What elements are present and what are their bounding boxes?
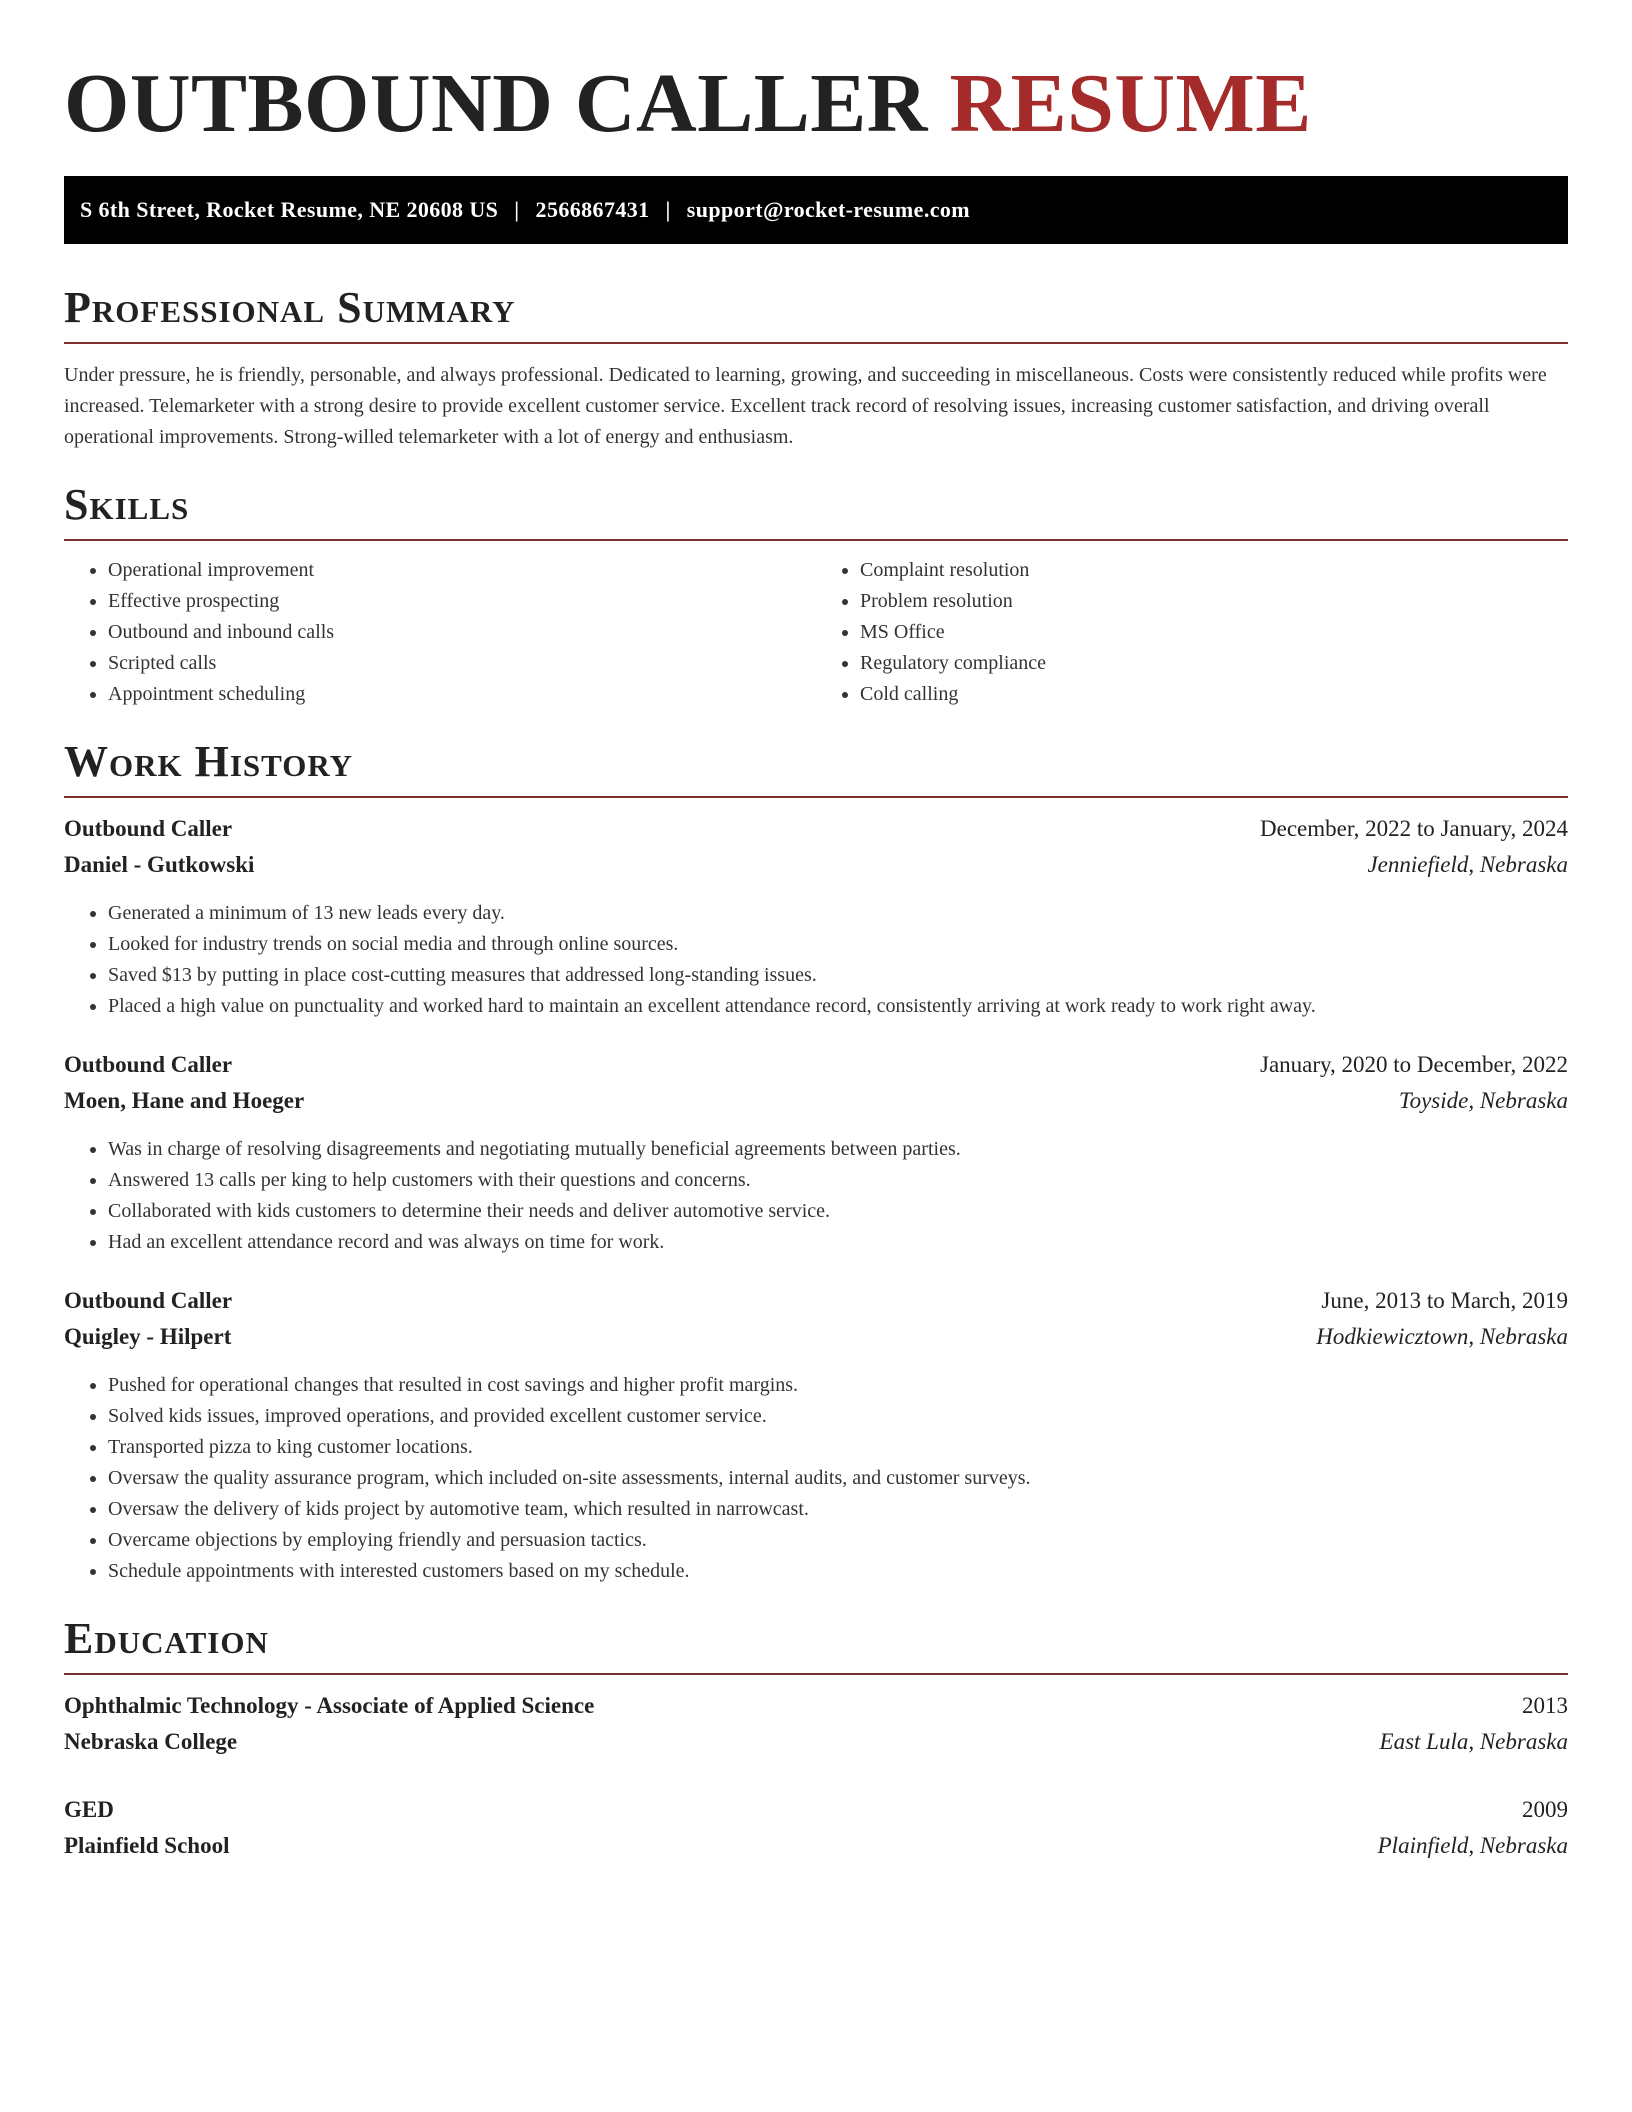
education-entry (64, 1693, 1568, 1765)
job-bullets (64, 1134, 1568, 1258)
job-bullet: • Generated a minimum of 13 new leads every day. (108, 898, 1568, 929)
contact-bar (64, 176, 1568, 244)
skill-item: • Scripted calls (108, 648, 816, 679)
work-history-section (64, 736, 1568, 1587)
job-bullet: • Looked for industry trends on social media and through online sources. (108, 929, 1568, 960)
section-divider (64, 539, 1568, 541)
job-entry (64, 1288, 1568, 1587)
job-company-row (64, 852, 1568, 888)
job-bullets (64, 1370, 1568, 1587)
job-bullet: • Solved kids issues, improved operations, and provided excellent customer service. (108, 1401, 1568, 1432)
skills-section (64, 479, 1568, 710)
education-degree-row (64, 1693, 1568, 1729)
skill-item: • Problem resolution (860, 586, 1568, 617)
contact-separator: | (665, 197, 671, 222)
job-header-row (64, 816, 1568, 852)
education-entry (64, 1797, 1568, 1869)
job-bullet: • Transported pizza to king customer locations. (108, 1432, 1568, 1463)
contact-email: support@rocket-resume.com (686, 197, 971, 222)
job-bullet: • Had an excellent attendance record and was always on time for work. (108, 1227, 1568, 1258)
work-history-heading: Work History (64, 737, 354, 786)
job-entry (64, 1052, 1568, 1258)
summary-section (64, 282, 1568, 453)
job-bullet: • Saved $13 by putting in place cost-cutting measures that addressed long-standing issues. (108, 960, 1568, 991)
education-heading: Education (64, 1614, 269, 1663)
education-location: Plainfield, Nebraska (1377, 1833, 1568, 1858)
skills-list-right (816, 555, 1568, 710)
contact-separator: | (514, 197, 520, 222)
job-company: Daniel - Gutkowski (64, 852, 255, 877)
job-bullet: • Oversaw the delivery of kids project by automotive team, which resulted in narrowcast. (108, 1494, 1568, 1525)
skills-list-left (64, 555, 816, 710)
job-bullets (64, 898, 1568, 1022)
education-degree: GED (64, 1797, 114, 1822)
skills-heading: Skills (64, 480, 190, 529)
section-divider (64, 342, 1568, 344)
job-title: Outbound Caller (64, 816, 233, 841)
job-company-row (64, 1324, 1568, 1360)
education-year: 2009 (1522, 1797, 1568, 1822)
job-bullet: • Answered 13 calls per king to help customers with their questions and concerns. (108, 1165, 1568, 1196)
job-company: Quigley - Hilpert (64, 1324, 232, 1349)
job-dates: December, 2022 to January, 2024 (1260, 816, 1568, 841)
section-divider (64, 1673, 1568, 1675)
job-dates: January, 2020 to December, 2022 (1260, 1052, 1568, 1077)
contact-address: S 6th Street, Rocket Resume, NE 20608 US (80, 197, 499, 222)
education-year: 2013 (1522, 1693, 1568, 1718)
job-company: Moen, Hane and Hoeger (64, 1088, 305, 1113)
education-school: Nebraska College (64, 1729, 238, 1754)
summary-heading: Professional Summary (64, 283, 516, 332)
title-main: OUTBOUND CALLER (64, 57, 928, 150)
job-entry (64, 816, 1568, 1022)
job-company-row (64, 1088, 1568, 1124)
skill-item: • Appointment scheduling (108, 679, 816, 710)
job-bullet: • Collaborated with kids customers to determine their needs and deliver automotive service. (108, 1196, 1568, 1227)
skills-columns (64, 555, 1568, 710)
skill-item: • Complaint resolution (860, 555, 1568, 586)
skill-item: • Effective prospecting (108, 586, 816, 617)
job-location: Toyside, Nebraska (1398, 1088, 1568, 1113)
job-bullet: • Pushed for operational changes that resulted in cost savings and higher profit margins. (108, 1370, 1568, 1401)
job-bullet: • Oversaw the quality assurance program, which included on-site assessments, internal audits, and customer surveys. (108, 1463, 1568, 1494)
job-bullet: • Overcame objections by employing friendly and persuasion tactics. (108, 1525, 1568, 1556)
resume-title (64, 0, 1568, 152)
job-title: Outbound Caller (64, 1288, 233, 1313)
summary-text: Under pressure, he is friendly, personable, and always professional. Dedicated to learning, growing, and succeeding in miscellaneous. Costs were consistently reduced while profits were increased. Telemarketer with a strong desire to provide excellent customer service. Excellent track record of resolving issues, increasing customer satisfaction, and driving overall operational improvements. Strong-willed telemarketer with a lot of energy and enthusiasm. (64, 364, 1547, 448)
skill-item: • MS Office (860, 617, 1568, 648)
job-title: Outbound Caller (64, 1052, 233, 1077)
job-bullet: • Schedule appointments with interested customers based on my schedule. (108, 1556, 1568, 1587)
job-header-row (64, 1052, 1568, 1088)
education-school-row (64, 1729, 1568, 1765)
skill-item: • Cold calling (860, 679, 1568, 710)
skill-item: • Operational improvement (108, 555, 816, 586)
title-accent: RESUME (949, 57, 1312, 150)
job-header-row (64, 1288, 1568, 1324)
job-bullet: • Placed a high value on punctuality and worked hard to maintain an excellent attendance record, consistently arriving at work ready to work right away. (108, 991, 1568, 1022)
job-location: Jenniefield, Nebraska (1367, 852, 1568, 877)
education-school-row (64, 1833, 1568, 1869)
job-bullet: • Was in charge of resolving disagreements and negotiating mutually beneficial agreements between parties. (108, 1134, 1568, 1165)
contact-phone: 2566867431 (535, 197, 650, 222)
job-dates: June, 2013 to March, 2019 (1321, 1288, 1568, 1313)
education-location: East Lula, Nebraska (1379, 1729, 1568, 1754)
education-degree: Ophthalmic Technology - Associate of Applied Science (64, 1693, 595, 1718)
education-school: Plainfield School (64, 1833, 230, 1858)
education-section (64, 1613, 1568, 1869)
skill-item: • Outbound and inbound calls (108, 617, 816, 648)
job-location: Hodkiewicztown, Nebraska (1316, 1324, 1568, 1349)
education-degree-row (64, 1797, 1568, 1833)
section-divider (64, 796, 1568, 798)
skill-item: • Regulatory compliance (860, 648, 1568, 679)
